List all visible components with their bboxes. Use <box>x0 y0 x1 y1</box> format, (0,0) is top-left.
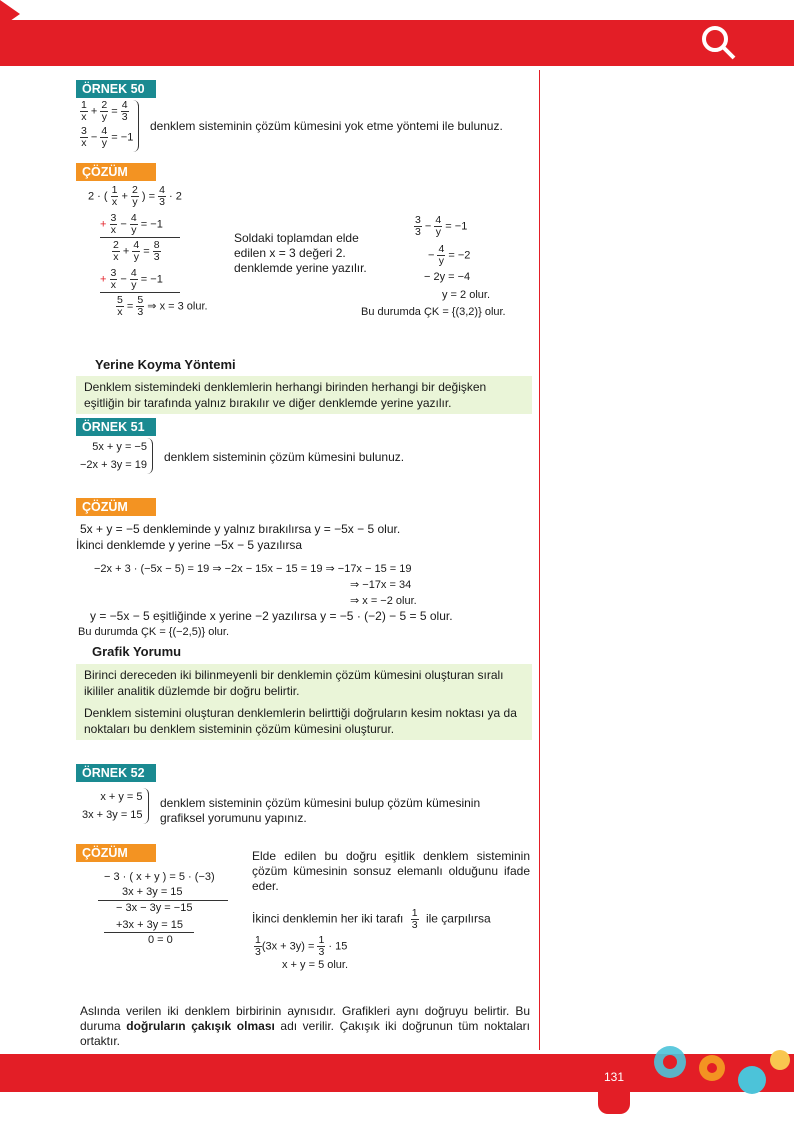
definition-box-graph-2: Denklem sistemini oluşturan denklemlerin belirttiği doğruların kesim noktası ya da noktaları bu denklem sisteminin çözüm kümesini oluşturur. <box>76 702 532 740</box>
solution-50-right-5: Bu durumda ÇK = {(3,2)} olur. <box>361 306 506 318</box>
section-heading-graph: Grafik Yorumu <box>92 644 182 659</box>
solution-52-header: ÇÖZÜM <box>76 844 156 862</box>
solution-50-step1: 2 · ( $\frac{1}{x}$ + $\frac{2}{y}$ ) = $\frac{4}{3}$ · 2 <box>88 184 182 208</box>
solution-50-result: $\frac{5}{x}$ = $\frac{5}{3}$ ⇒ x = 3 olur. <box>117 294 208 318</box>
solution-50-right-1: $\frac{3}{3}$ − $\frac{4}{y}$ = −1 <box>415 214 468 238</box>
solution-52-right1: Elde edilen bu doğru eşitlik denklem sisteminin çözüm kümesinin sonsuz elemanlı olduğunu ifade eder. <box>252 849 530 893</box>
solution-52-line3: − 3x − 3y = −15 <box>116 902 193 914</box>
solution-51-line5: ⇒ x = −2 olur. <box>350 595 417 607</box>
definition-box-graph-1: Birinci dereceden iki bilinmeyenli bir denklemin çözüm kümesini oluşturan sıralı ikililer analitik düzlemde bir doğru belirtir. <box>76 664 532 702</box>
solution-50-right-3: − 2y = −4 <box>424 271 471 283</box>
solution-52-right4: x + y = 5 olur. <box>282 959 349 971</box>
solution-52-right2: İkinci denklemin her iki tarafı $\frac{1}{3}$ ile çarpılırsa <box>252 907 491 931</box>
solution-50-right-2: − $\frac{4}{y}$ = −2 <box>428 243 471 267</box>
solution-50-step4: + $\frac{3}{x}$ − $\frac{4}{y}$ = −1 <box>100 267 163 291</box>
solution-52-line5: 0 = 0 <box>148 934 173 946</box>
top-banner <box>0 20 794 66</box>
solution-51-line4: ⇒ −17x = 34 <box>350 579 412 591</box>
margin-line <box>539 70 540 1050</box>
solution-52-line4: +3x + 3y = 15 <box>116 919 183 931</box>
magnifier-icon <box>700 24 736 60</box>
solution-50-header: ÇÖZÜM <box>76 163 156 181</box>
example-52-text: denklem sisteminin çözüm kümesini bulup çözüm kümesinin grafiksel yorumunu yapınız. <box>160 796 481 825</box>
definition-box-substitution: Denklem sistemindeki denklemlerin herhangi birinden herhangi bir değişken eşitliğin bir tarafında yalnız bırakılır ve diğer denklemde yerine yazılır. <box>76 376 532 414</box>
solution-51-line6: y = −5x − 5 eşitliğinde x yerine −2 yazılırsa y = −5 · (−2) − 5 = 5 olur. <box>90 609 453 623</box>
example-50-text: denklem sisteminin çözüm kümesini yok etme yöntemi ile bulunuz. <box>150 119 503 133</box>
example-52-system: x + y = 5 3x + 3y = 15 <box>82 788 149 824</box>
example-label: ÖRNEK 50 <box>76 80 156 96</box>
example-50-header <box>76 80 156 98</box>
top-notch <box>0 0 20 28</box>
solution-51-line1: 5x + y = −5 denkleminde y yalnız bırakılırsa y = −5x − 5 olur. <box>80 522 401 536</box>
section-heading-substitution: Yerine Koyma Yöntemi <box>95 357 236 372</box>
solution-52-line1: − 3 · ( x + y ) = 5 · (−3) <box>104 871 215 883</box>
example-51-header: ÖRNEK 51 <box>76 418 156 436</box>
solution-50-step3: $\frac{2}{x}$ + $\frac{4}{y}$ = $\frac{8}{3}$ <box>113 239 160 263</box>
example-52-header: ÖRNEK 52 <box>76 764 156 782</box>
solution-51-line2: İkinci denklemde y yerine −5x − 5 yazılırsa <box>76 538 303 552</box>
example-51-text: denklem sisteminin çözüm kümesini bulunuz. <box>164 450 405 464</box>
gears-decoration-icon <box>640 1040 794 1096</box>
solution-51-line7: Bu durumda ÇK = {(−2,5)} olur. <box>78 626 230 638</box>
solution-51-header: ÇÖZÜM <box>76 498 156 516</box>
solution-52-line2: 3x + 3y = 15 <box>122 886 183 898</box>
solution-50-right-4: y = 2 olur. <box>442 289 491 301</box>
page-number-tab <box>598 1054 630 1114</box>
solution-50-step2: + $\frac{3}{x}$ − $\frac{4}{y}$ = −1 <box>100 212 163 236</box>
page-number: 131 <box>603 1070 625 1084</box>
example-50-system: $\frac{1}{x}$ + $\frac{2}{y}$ = $\frac{4}{3}$ $\frac{3}{x}$ − $\frac{4}{y}$ = −1 <box>80 100 139 152</box>
solution-50-side-text: Soldaki toplamdan elde edilen x = 3 değeri 2. denklemde yerine yazılır. <box>234 231 367 275</box>
solution-52-right3: $\frac{1}{3}$ (3x + 3y) = $\frac{1}{3}$ · 15 <box>255 934 348 958</box>
example-51-system: 5x + y = −5 −2x + 3y = 19 <box>80 438 153 474</box>
footer-paragraph: Aslında verilen iki denklem birbirinin aynısıdır. Grafikleri aynı doğruyu belirtir. Bu duruma doğruların çakışık olması adı verilir. Çakışık iki doğrunun tüm noktaları ortaktır. <box>80 1004 530 1048</box>
solution-51-line3: −2x + 3 · (−5x − 5) = 19 ⇒ −2x − 15x − 15 = 19 ⇒ −17x − 15 = 19 <box>94 563 412 575</box>
